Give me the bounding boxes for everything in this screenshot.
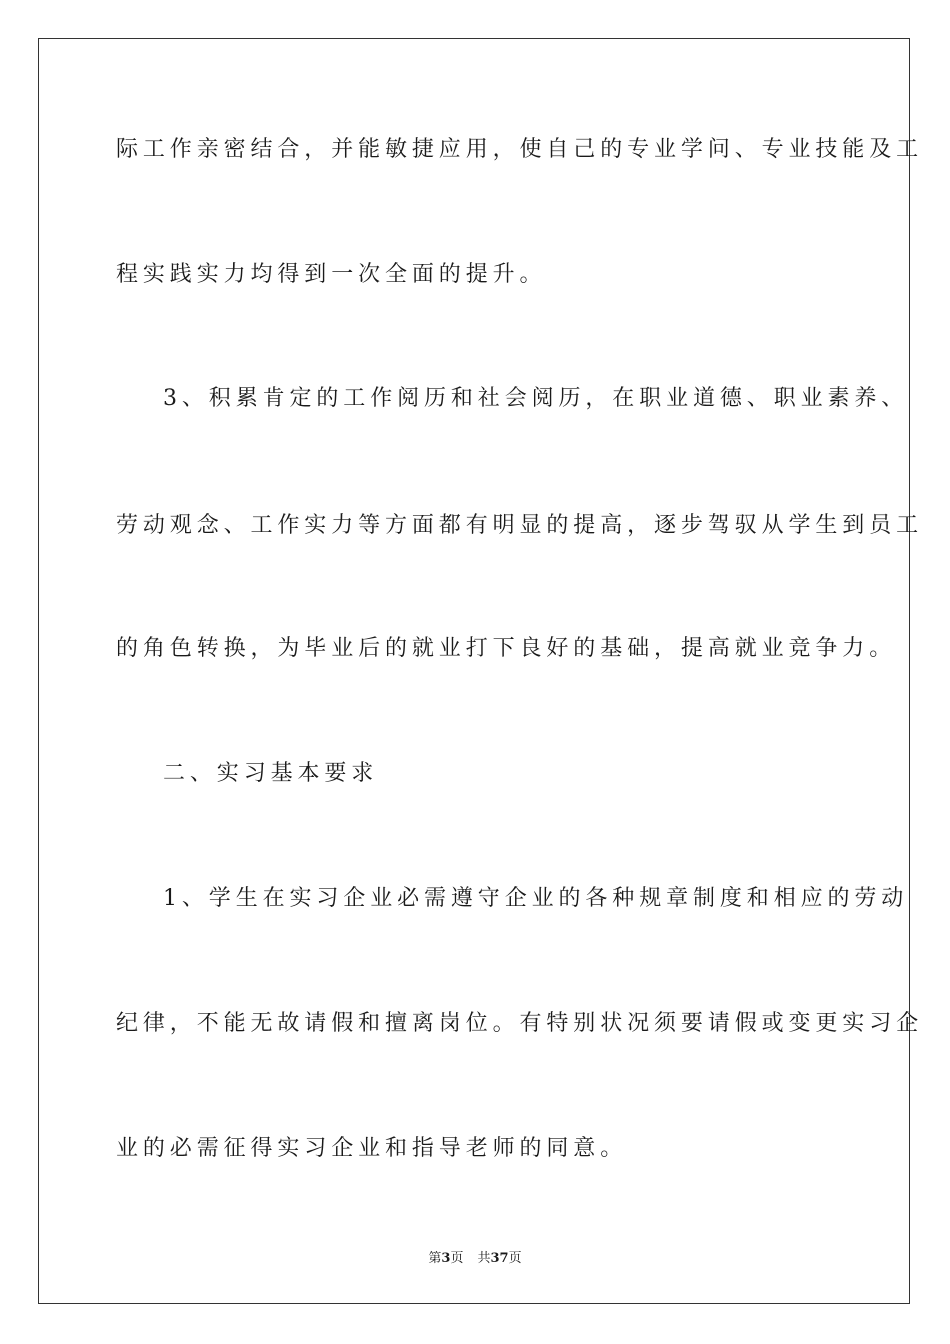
- paragraph-line-2: 程实践实力均得到一次全面的提升。: [116, 262, 547, 287]
- page-footer: [0, 1247, 950, 1266]
- footer-total-prefix: 共: [477, 1251, 491, 1266]
- paragraph-line-5: 的角色转换，为毕业后的就业打下良好的基础，提高就业竞争力。: [116, 636, 897, 661]
- section-heading: 二、实习基本要求: [163, 761, 379, 786]
- paragraph-line-4: 劳动观念、工作实力等方面都有明显的提高，逐步驾驭从学生到员工: [116, 513, 924, 538]
- footer-page-number: 3: [441, 1251, 451, 1266]
- footer-page-prefix: 第: [428, 1251, 442, 1266]
- page-border: [38, 38, 910, 1304]
- footer-total-suffix: 页: [508, 1251, 522, 1266]
- paragraph-line-3: 3、积累肯定的工作阅历和社会阅历，在职业道德、职业素养、: [163, 386, 909, 411]
- footer-total-pages: 37: [490, 1251, 509, 1266]
- footer-page-suffix: 页: [450, 1251, 464, 1266]
- paragraph-line-7: 纪律，不能无故请假和擅离岗位。有特别状况须要请假或变更实习企: [116, 1011, 924, 1036]
- paragraph-line-8: 业的必需征得实习企业和指导老师的同意。: [116, 1136, 628, 1161]
- paragraph-line-1: 际工作亲密结合，并能敏捷应用，使自己的专业学问、专业技能及工: [116, 137, 924, 162]
- paragraph-line-6: 1、学生在实习企业必需遵守企业的各种规章制度和相应的劳动: [163, 886, 909, 911]
